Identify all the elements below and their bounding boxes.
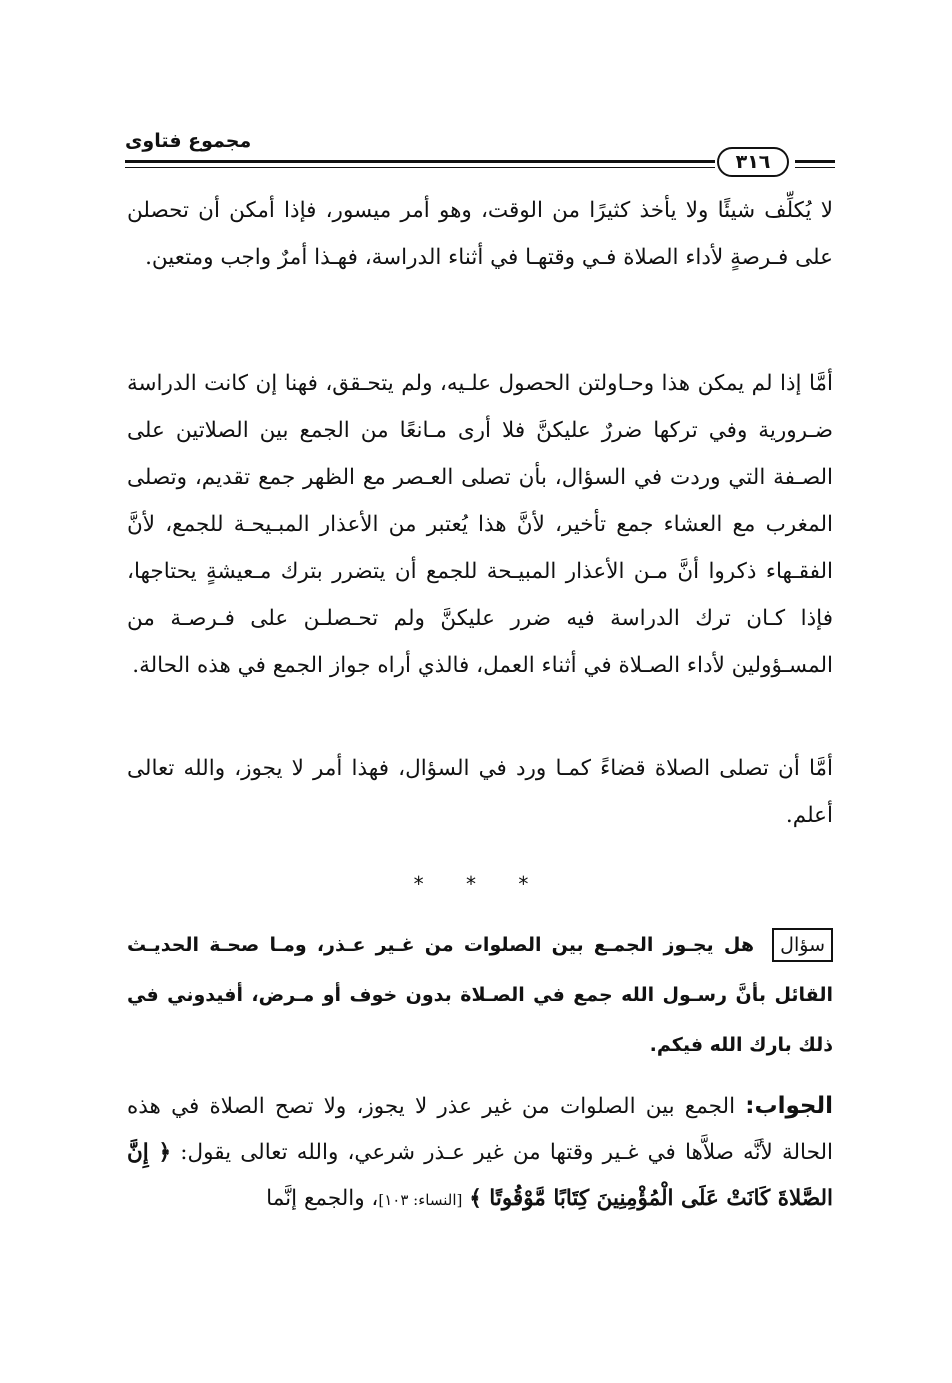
- question-label: سؤال: [772, 928, 833, 962]
- answer-block: [127, 1083, 833, 1223]
- header-rule-right-thick: [795, 160, 835, 163]
- header-rule-thick: [125, 160, 715, 163]
- page-header: [125, 122, 835, 192]
- paragraph-3: أمَّا أن تصلى الصلاة قضاءً كمـا ورد في السؤال، فهذا أمر لا يجوز، والله تعالى أعلم.: [127, 756, 833, 828]
- question-text: هل يجـوز الجمـع بين الصلوات من غـير عـذر، ومـا صحـة الحديـث القائل بأنَّ رسـول الله جمع في الصـلاة بدون خوف أو مـرض، أفيدوني في ذلك بارك الله فيكم.: [127, 934, 833, 1056]
- verse-citation: [النساء: ١٠٣]: [378, 1191, 463, 1209]
- answer-label: الجواب:: [745, 1093, 833, 1119]
- paragraph-2: أمَّا إذا لم يمكن هذا وحـاولتن الحصول علـيه، ولم يتحـقق، فهنا إن كانت الدراسة ضـرورية وفي تركها ضررٌ عليكنَّ فلا أرى مـانعًا من الجمع بين الصلاتين على الصـفة التي وردت في السؤال، بأن تصلى العـصر مع الظهر جمع تقديم، وتصلى المغرب مع العشاء جمع تأخير، لأنَّ هذا يُعتبر من الأعذار المبـيحـة للجمع، لأنَّ الفقـهاء ذكروا أنَّ مـن الأعذار المبيـحة للجمع أن يتضرر بترك مـعيشةٍ يحتاجها، فإذا كـان ترك الدراسة فيه ضرر عليكنَّ ولم تحـصلـن على فـرصـة من المسـؤولين لأداء الصـلاة في أثناء العمل، فالذي أراه جواز الجمع في هذه الحالة.: [127, 371, 833, 678]
- page-number: ٣١٦: [717, 147, 789, 177]
- book-title: مجموع فتاوى: [125, 130, 252, 152]
- section-separator: * * *: [413, 872, 547, 896]
- answer-text: الجمع بين الصلوات من غير عذر لا يجوز، ولا تصح الصلاة في هذه الحالة لأنَّه صلاَّها في غـير وقتها من غير عـذر شرعي، والله تعالى يقول:: [127, 1094, 833, 1165]
- quran-verse: ﴿ إِنَّ الصَّلاةَ كَانَتْ عَلَى الْمُؤْمِنِينَ كِتَابًا مَّوْقُوتًا ﴾: [127, 1140, 833, 1211]
- question-block: [127, 920, 833, 1070]
- header-rule-right-thin: [795, 167, 835, 168]
- header-rule-thin: [125, 167, 715, 168]
- paragraph-1: لا يُكلِّف شيئًا ولا يأخذ كثيرًا من الوقت، وهو أمر ميسور، فإذا أمكن أن تحصلن على فـرصةٍ لأداء الصلاة فـي وقتهـا في أثناء الدراسة، فهـذا أمرٌ واجب ومتعين.: [127, 198, 833, 270]
- answer-text-continued: ، والجمع إنَّما: [266, 1186, 379, 1211]
